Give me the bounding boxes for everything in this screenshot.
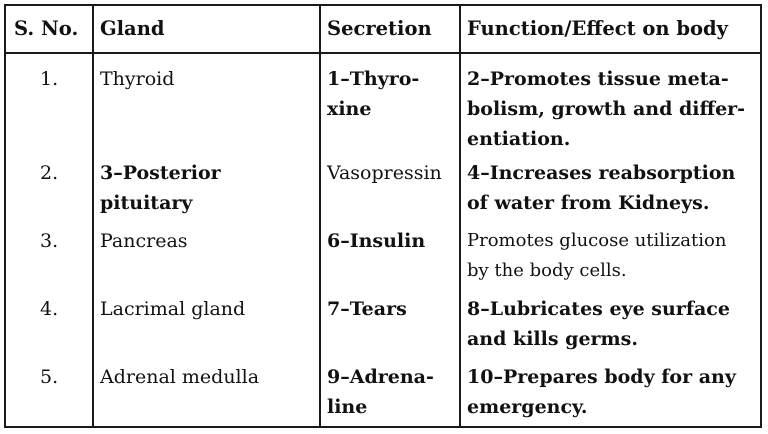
secretion-line: 7–Tears [327,298,407,320]
cell-secretion [320,290,460,358]
secretion-line: 9–Adrena- [327,366,434,388]
secretion-line: Vasopressin [327,162,442,184]
table-row [6,222,760,290]
function-line: 10–Prepares body for any [467,366,736,388]
cell-sno: 4. [40,298,59,320]
cell-sno: 2. [40,162,59,184]
secretion-line: xine [327,98,372,120]
cell-gland [93,222,320,290]
glands-table-frame [4,4,762,428]
cell-function [460,358,760,426]
secretion-line: 6–Insulin [327,230,426,252]
cell-sno: 5. [40,366,59,388]
cell-secretion [320,358,460,426]
cell-gland [93,154,320,222]
header-gland: Gland [93,6,320,53]
cell-secretion [320,53,460,154]
table-row [6,358,760,426]
cell-gland [93,290,320,358]
function-line: and kills germs. [467,328,638,350]
gland-text: Adrenal medulla [100,366,260,388]
table-header-row [6,6,760,53]
cell-function [460,53,760,154]
cell-sno: 3. [40,230,59,252]
function-line: by the body cells. [467,260,627,281]
table-row [6,154,760,222]
cell-function [460,290,760,358]
function-line: 8–Lubricates eye surface [467,298,730,320]
header-sno: S. No. [6,6,93,53]
cell-secretion [320,154,460,222]
function-line: 2–Promotes tissue meta- [467,68,729,90]
function-line: emergency. [467,396,588,418]
function-line: bolism, growth and differ- [467,98,746,120]
gland-line: 3–Posterior [100,162,221,184]
function-line: of water from Kidneys. [467,192,710,214]
cell-sno: 1. [40,68,59,90]
cell-gland [93,358,320,426]
secretion-line: 1–Thyro- [327,68,420,90]
function-line: Promotes glucose utilization [467,230,727,251]
secretion-line: line [327,396,368,418]
cell-function [460,154,760,222]
table-row [6,290,760,358]
gland-text: Thyroid [100,68,175,90]
glands-table [6,6,760,426]
header-secretion: Secretion [320,6,460,53]
header-function: Function/Effect on body [460,6,760,53]
function-line: 4–Increases reabsorption [467,162,736,184]
gland-text: Lacrimal gland [100,298,246,320]
function-line: entiation. [467,128,571,150]
cell-function [460,222,760,290]
cell-gland [93,53,320,154]
gland-line: pituitary [100,192,193,214]
gland-text: Pancreas [100,230,188,252]
cell-secretion [320,222,460,290]
table-row [6,53,760,154]
